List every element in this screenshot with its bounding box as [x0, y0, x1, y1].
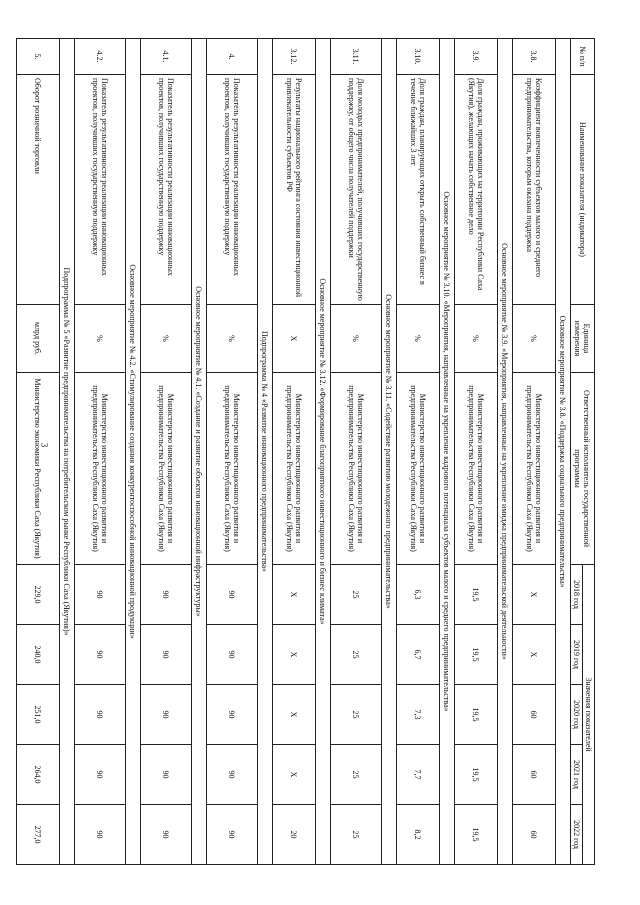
value-cell: 7,3 [396, 685, 439, 745]
value-cell: 251,0 [16, 685, 59, 745]
header-responsible: Ответственный исполнитель государственной программы [570, 373, 594, 565]
responsible-cell: Министерство инвестиционного развития и предпринимательства Республики Саха (Якутия) [512, 373, 555, 565]
value-cell: 229,0 [16, 565, 59, 625]
page-number: 3 [39, 442, 50, 448]
header-year: 2019 год [570, 625, 582, 685]
value-cell: Х [512, 565, 555, 625]
unit-cell: % [140, 305, 191, 373]
value-cell: 19,5 [454, 625, 497, 685]
value-cell: 19,5 [454, 565, 497, 625]
unit-cell: % [512, 305, 555, 373]
responsible-cell: Министерство инвестиционного развития и предпринимательства Республики Саха (Якутия) [74, 373, 125, 565]
section-row [257, 39, 272, 865]
value-cell: 19,5 [454, 805, 497, 865]
value-cell: 90 [206, 805, 257, 865]
unit-cell: % [454, 305, 497, 373]
indicator-name: Доля молодых предпринимателей, получивших государственную поддержку, от общего числа получателей поддержки [330, 75, 381, 305]
indicator-name: Оборот розничной торговли [16, 75, 59, 305]
value-cell: Х [272, 625, 315, 685]
header-year: 2020 год [570, 685, 582, 745]
section-title: Основное мероприятие № 4.2. «Стимулирование создания конкурентоспособной инновационной продукции» [125, 39, 140, 865]
responsible-cell: Министерство инвестиционного развития и предпринимательства Республики Саха (Якутия) [206, 373, 257, 565]
row-number: 4.2. [74, 39, 125, 75]
header-num: № п/п [570, 39, 594, 75]
section-title: Подпрограмма № 5 «Развитие предпринимательства на потребительском рынке Республики Саха (Якутия)» [59, 39, 74, 865]
table-row [454, 39, 497, 865]
value-cell: Х [272, 565, 315, 625]
value-cell: 90 [140, 805, 191, 865]
responsible-cell: Министерство экономики Республики Саха (Якутия) [16, 373, 59, 565]
responsible-cell: Министерство инвестиционного развития и предпринимательства Республики Саха (Якутия) [396, 373, 439, 565]
section-title: Основное мероприятие № 3.9. «Мероприятия, направленные на укрепление имиджа предпринимательской деятельности» [497, 39, 512, 865]
indicator-name: Доля граждан, проживающих на территории Республики Саха (Якутия), желающих начать собственное дело [454, 75, 497, 305]
value-cell: 90 [206, 745, 257, 805]
unit-cell: млрд руб. [16, 305, 59, 373]
value-cell: 90 [206, 685, 257, 745]
indicator-name: Показатель результативности реализации инновационных проектов, получивших государственную поддержку [74, 75, 125, 305]
section-row [497, 39, 512, 865]
value-cell: 90 [140, 685, 191, 745]
table-row [140, 39, 191, 865]
table-row [206, 39, 257, 865]
value-cell: 6,7 [396, 625, 439, 685]
row-number: 5. [16, 39, 59, 75]
section-row [555, 39, 570, 865]
responsible-cell: Министерство инвестиционного развития и предпринимательства Республики Саха (Якутия) [454, 373, 497, 565]
row-number: 4. [206, 39, 257, 75]
value-cell: 20 [272, 805, 315, 865]
value-cell: 90 [140, 745, 191, 805]
row-number: 3.11. [330, 39, 381, 75]
value-cell: 7,7 [396, 745, 439, 805]
section-row [381, 39, 396, 865]
section-row [191, 39, 206, 865]
indicator-name: Коэффициент вовлеченности субъектов малого и среднего предпринимательства, которым оказана поддержка [512, 75, 555, 305]
indicator-name: Результаты национального рейтинга состояния инвестиционной привлекательности субъектов РФ [272, 75, 315, 305]
value-cell: Х [272, 745, 315, 805]
unit-cell: % [330, 305, 381, 373]
section-title: Основное мероприятие № 3.8. «Поддержка социального предпринимательства» [555, 39, 570, 865]
header-values-group: Значения показателей [582, 565, 594, 865]
value-cell: 25 [330, 625, 381, 685]
row-number: 4.1. [140, 39, 191, 75]
header-unit: Единица измерения [570, 305, 594, 373]
table-row [396, 39, 439, 865]
indicators-table [16, 38, 595, 865]
section-title: Основное мероприятие № 3.10. «Мероприятия, направленные на укрепление кадрового потенциала субъектов малого и среднего предпринимательства» [439, 39, 454, 865]
value-cell: 25 [330, 565, 381, 625]
value-cell: 264,0 [16, 745, 59, 805]
value-cell: 8,2 [396, 805, 439, 865]
value-cell: Х [512, 625, 555, 685]
value-cell: 90 [74, 745, 125, 805]
unit-cell: % [74, 305, 125, 373]
table-header [570, 39, 594, 865]
responsible-cell: Министерство инвестиционного развития и предпринимательства Республики Саха (Якутия) [272, 373, 315, 565]
section-row [59, 39, 74, 865]
table-row [16, 39, 59, 865]
value-cell: 60 [512, 805, 555, 865]
row-number: 3.10. [396, 39, 439, 75]
value-cell: 90 [74, 805, 125, 865]
indicator-name: Показатель результативности реализации инновационных проектов, получивших государственную поддержку [140, 75, 191, 305]
value-cell: 90 [140, 625, 191, 685]
value-cell: 240,0 [16, 625, 59, 685]
header-name: Наименование показателя (индикатора) [570, 75, 594, 305]
indicator-name: Показатель результативности реализации инновационных проектов, получивших государственную поддержку [206, 75, 257, 305]
value-cell: 90 [206, 625, 257, 685]
value-cell: 90 [74, 625, 125, 685]
value-cell: 25 [330, 805, 381, 865]
section-title: Основное мероприятие № 3.12. «Формирование благоприятного инвестиционного и бизнес климата» [315, 39, 330, 865]
unit-cell: Х [272, 305, 315, 373]
value-cell: 277,0 [16, 805, 59, 865]
table-row [330, 39, 381, 865]
section-row [439, 39, 454, 865]
value-cell: 90 [74, 565, 125, 625]
rotated-document [33, 38, 595, 864]
row-number: 3.12. [272, 39, 315, 75]
value-cell: 90 [206, 565, 257, 625]
section-title: Основное мероприятие № 3.11. «Содействие развитию молодежного предпринимательства» [381, 39, 396, 865]
value-cell: 6,3 [396, 565, 439, 625]
section-title: Основное мероприятие № 4.1. «Создание и развитие объектов инновационной инфраструктуры» [191, 39, 206, 865]
value-cell: 90 [140, 565, 191, 625]
value-cell: 90 [74, 685, 125, 745]
row-number: 3.9. [454, 39, 497, 75]
responsible-cell: Министерство инвестиционного развития и предпринимательства Республики Саха (Якутия) [330, 373, 381, 565]
unit-cell: % [206, 305, 257, 373]
row-number: 3.8. [512, 39, 555, 75]
value-cell: 60 [512, 745, 555, 805]
section-row [315, 39, 330, 865]
table-row [512, 39, 555, 865]
responsible-cell: Министерство инвестиционного развития и предпринимательства Республики Саха (Якутия) [140, 373, 191, 565]
table-row [272, 39, 315, 865]
value-cell: 19,5 [454, 745, 497, 805]
table-row [74, 39, 125, 865]
value-cell: Х [272, 685, 315, 745]
section-row [125, 39, 140, 865]
header-year: 2021 год [570, 745, 582, 805]
header-year: 2018 год [570, 565, 582, 625]
table-body [16, 39, 570, 865]
indicator-name: Доля граждан, планирующих открыть собственный бизнес в течение ближайших 3 лет [396, 75, 439, 305]
header-year: 2022 год [570, 805, 582, 865]
value-cell: 25 [330, 685, 381, 745]
value-cell: 19,5 [454, 685, 497, 745]
section-title: Подпрограмма № 4 «Развитие инновационного предпринимательства» [257, 39, 272, 865]
value-cell: 25 [330, 745, 381, 805]
value-cell: 60 [512, 685, 555, 745]
unit-cell: % [396, 305, 439, 373]
